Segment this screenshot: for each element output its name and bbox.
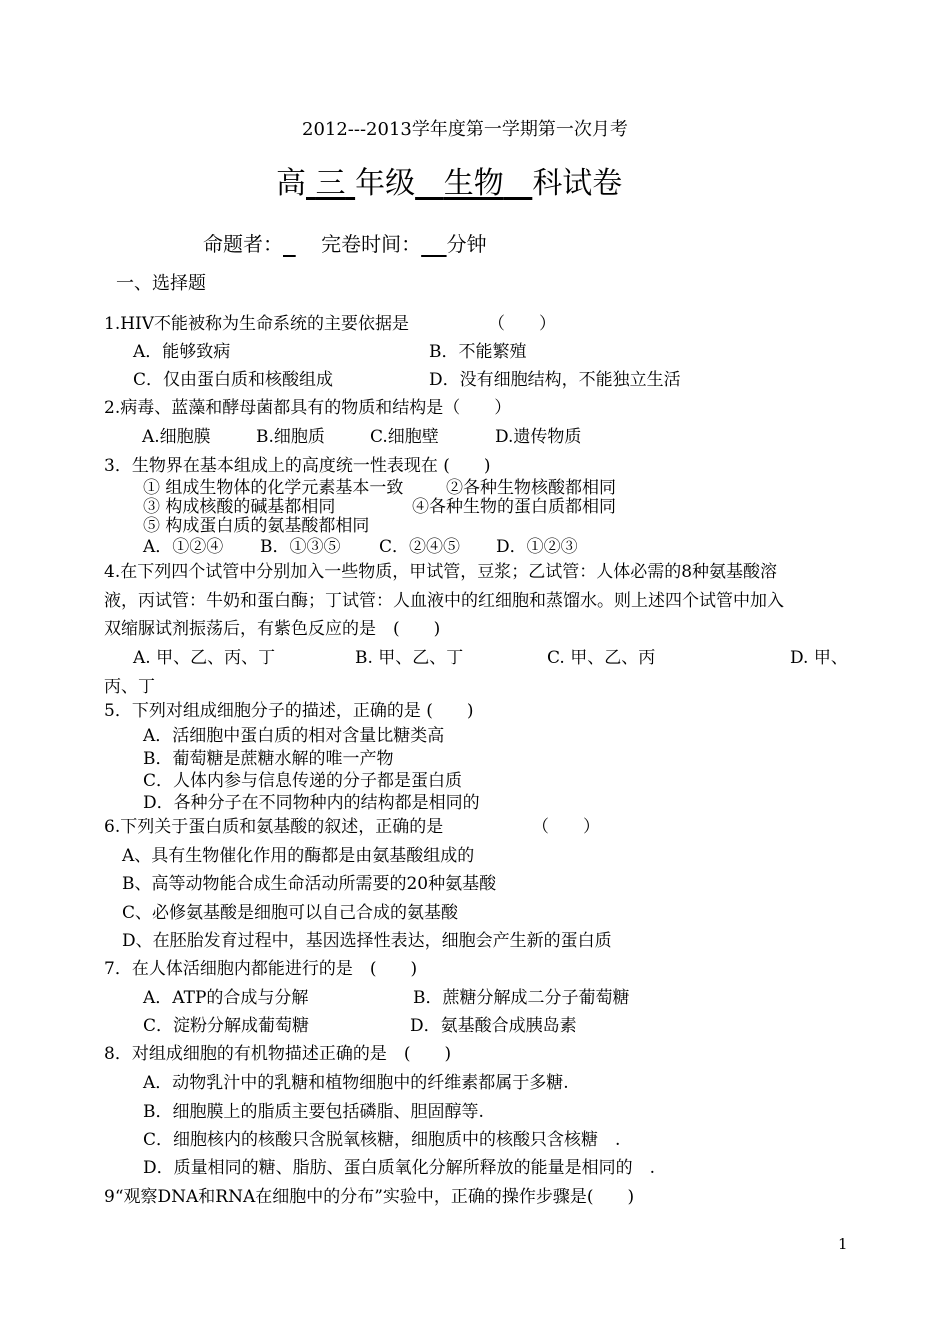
author-label: 命题者： xyxy=(203,232,283,256)
q4-option-c: C. 甲、乙、丙 xyxy=(547,648,656,668)
q3-statement-4: ④各种生物的蛋白质都相同 xyxy=(412,497,616,517)
q3-option-d: D．①②③ xyxy=(496,537,578,557)
time-blank xyxy=(421,232,446,256)
q5-option-c: C．人体内参与信息传递的分子都是蛋白质 xyxy=(143,771,463,791)
q4-option-d-cont: 丙、丁 xyxy=(104,677,155,697)
q4-option-a: A. 甲、乙、丙、丁 xyxy=(133,648,276,668)
author-blank xyxy=(283,232,296,256)
q5-stem: 5．下列对组成细胞分子的描述，正确的是 ( ) xyxy=(104,701,474,721)
q9-stem: 9“观察DNA和RNA在细胞中的分布”实验中，正确的操作步骤是( ) xyxy=(104,1187,635,1207)
q8-option-d: D．质量相同的糖、脂肪、蛋白质氧化分解所释放的能量是相同的 . xyxy=(143,1158,656,1178)
q6-option-c: C、必修氨基酸是细胞可以自己合成的氨基酸 xyxy=(122,903,459,923)
q2-option-d: D.遗传物质 xyxy=(495,427,582,447)
q2-option-a: A.细胞膜 xyxy=(142,427,211,447)
q8-option-c: C．细胞核内的核酸只含脱氧核糖，细胞质中的核酸只含核糖 . xyxy=(143,1130,621,1150)
q5-option-b: B．葡萄糖是蔗糖水解的唯一产物 xyxy=(143,749,394,769)
title-subject: 生物 xyxy=(443,166,504,201)
q6-option-a: A、具有生物催化作用的酶都是由氨基酸组成的 xyxy=(122,846,475,866)
q4-stem-line-2: 液，丙试管：牛奶和蛋白酶；丁试管：人血液中的红细胞和蒸馏水。则上述四个试管中加入 xyxy=(104,591,784,611)
title-grade: 三 xyxy=(315,166,346,201)
q6-stem: 6.下列关于蛋白质和氨基酸的叙述，正确的是 xyxy=(104,817,444,837)
q1-option-a: A．能够致病 xyxy=(133,342,231,362)
exam-meta xyxy=(203,231,487,257)
q6-paren: （ ） xyxy=(532,817,600,837)
exam-term: 2012---2013学年度第一学期第一次月考 xyxy=(302,119,628,140)
q2-option-c: C.细胞壁 xyxy=(370,427,439,447)
q7-stem: 7．在人体活细胞内都能进行的是 ( ) xyxy=(104,959,418,979)
q1-paren: （ ） xyxy=(488,314,556,334)
q3-statement-1: ① 组成生物体的化学元素基本一致 xyxy=(143,478,404,498)
q4-stem-line-3: 双缩脲试剂振荡后，有紫色反应的是 ( ) xyxy=(104,619,441,639)
q5-option-d: D．各种分子在不同物种内的结构都是相同的 xyxy=(143,793,480,813)
title-middle: 年级 xyxy=(355,166,416,201)
q6-option-d: D、在胚胎发育过程中，基因选择性表达，细胞会产生新的蛋白质 xyxy=(122,931,612,951)
q3-statement-2: ②各种生物核酸都相同 xyxy=(446,478,616,498)
title-suffix: 科试卷 xyxy=(532,166,623,201)
page-number: 1 xyxy=(838,1235,848,1253)
q8-option-b: B．细胞膜上的脂质主要包括磷脂、胆固醇等. xyxy=(143,1102,484,1122)
q8-stem: 8．对组成细胞的有机物描述正确的是 ( ) xyxy=(104,1044,452,1064)
q5-option-a: A．活细胞中蛋白质的相对含量比糖类高 xyxy=(143,726,445,746)
q7-option-d: D．氨基酸合成胰岛素 xyxy=(410,1016,577,1036)
q3-statement-3: ③ 构成核酸的碱基都相同 xyxy=(143,497,336,517)
q4-option-b: B. 甲、乙、丁 xyxy=(355,648,464,668)
q8-option-a: A．动物乳汁中的乳糖和植物细胞中的纤维素都属于多糖. xyxy=(143,1073,569,1093)
q1-option-b: B．不能繁殖 xyxy=(429,342,527,362)
q4-stem-line-1: 4.在下列四个试管中分别加入一些物质，甲试管，豆浆；乙试管：人体必需的8种氨基酸溶 xyxy=(104,562,778,582)
q7-option-c: C．淀粉分解成葡萄糖 xyxy=(143,1016,310,1036)
title-prefix: 高 xyxy=(276,166,306,201)
q2-option-b: B.细胞质 xyxy=(256,427,325,447)
q1-option-c: C．仅由蛋白质和核酸组成 xyxy=(133,370,334,390)
q3-option-a: A．①②④ xyxy=(143,537,224,557)
q1-stem: 1.HIV不能被称为生命系统的主要依据是 xyxy=(104,314,410,334)
q1-option-d: D．没有细胞结构，不能独立生活 xyxy=(429,370,681,390)
q3-stem: 3．生物界在基本组成上的高度统一性表现在 ( ) xyxy=(104,456,491,476)
section-heading: 一、选择题 xyxy=(116,273,206,294)
q3-statement-5: ⑤ 构成蛋白质的氨基酸都相同 xyxy=(143,516,370,536)
q7-option-b: B．蔗糖分解成二分子葡萄糖 xyxy=(413,988,630,1008)
q3-option-c: C．②④⑤ xyxy=(379,537,461,557)
q4-option-d-start: D. 甲、 xyxy=(790,648,848,668)
time-unit: 分钟 xyxy=(446,232,487,256)
q6-option-b: B、高等动物能合成生命活动所需要的20种氨基酸 xyxy=(122,874,497,894)
exam-title xyxy=(276,166,622,202)
q2-stem: 2.病毒、蓝藻和酵母菌都具有的物质和结构是（ ） xyxy=(104,398,512,418)
time-label: 完卷时间： xyxy=(321,232,422,256)
q7-option-a: A．ATP的合成与分解 xyxy=(143,988,309,1008)
q3-option-b: B．①③⑤ xyxy=(260,537,341,557)
